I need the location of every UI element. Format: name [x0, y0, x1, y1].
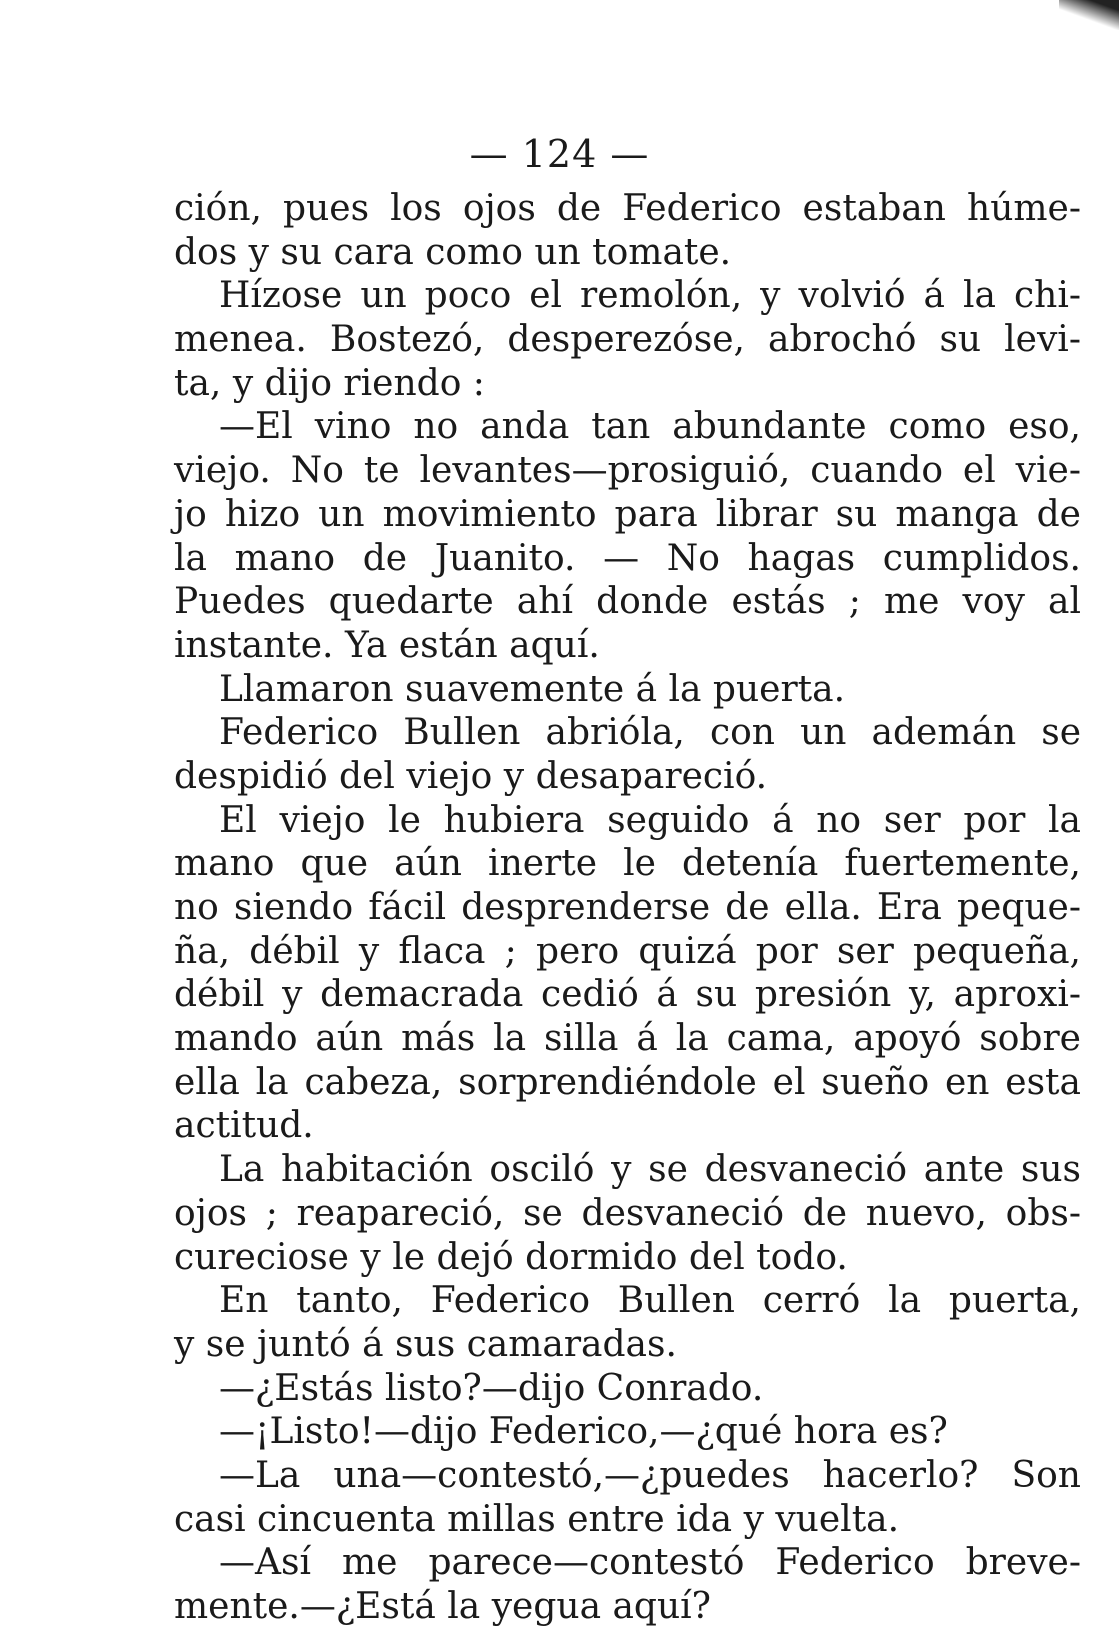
text-line: La habitación osciló y se desvaneció ante sus — [219, 1149, 1081, 1191]
text-line: despidió del viejo y desapareció. — [174, 755, 768, 797]
text-line: Hízose un poco el remolón, y volvió á la chi- — [219, 275, 1081, 317]
scan-edge-mark — [1059, 0, 1119, 30]
page-number: — 124 — — [469, 132, 650, 176]
text-line: —La una—contestó,—¿puedes hacerlo? Son — [219, 1454, 1081, 1496]
text-line: la mano de Juanito. — No hagas cumplidos. — [174, 537, 1081, 579]
text-line: actitud. — [174, 1105, 314, 1147]
text-line: viejo. No te levantes—prosiguió, cuando el vie- — [174, 450, 1081, 492]
text-line: cureciose y le dejó dormido del todo. — [174, 1236, 848, 1278]
text-line: débil y demacrada cedió á su presión y, aproxi- — [174, 974, 1081, 1016]
text-line: Puedes quedarte ahí donde estás ; me voy al — [174, 581, 1081, 623]
body-text — [174, 187, 1081, 1629]
text-line: instante. Ya están aquí. — [174, 624, 600, 666]
text-line: no siendo fácil desprenderse de ella. Era peque- — [174, 887, 1081, 928]
text-line: casi cincuenta millas entre ida y vuelta. — [174, 1498, 900, 1540]
text-line: menea. Bostezó, desperezóse, abrochó su levi- — [174, 319, 1081, 361]
text-line: mando aún más la silla á la cama, apoyó sobre — [174, 1018, 1081, 1060]
text-line: Llamaron suavemente á la puerta. — [219, 668, 846, 710]
text-line: —Así me parece—contestó Federico breve- — [219, 1542, 1081, 1584]
text-line: ña, débil y flaca ; pero quizá por ser pequeña, — [174, 930, 1081, 972]
text-line: —¡Listo!—dijo Federico,—¿qué hora es? — [219, 1411, 948, 1453]
text-line: ción, pues los ojos de Federico estaban húme- — [174, 188, 1081, 229]
text-line: —¿Estás listo?—dijo Conrado. — [219, 1367, 764, 1409]
text-line: —El vino no anda tan abundante como eso, — [219, 406, 1081, 448]
text-line: El viejo le hubiera seguido á no ser por la — [219, 799, 1081, 841]
text-line: y se juntó á sus camaradas. — [174, 1323, 677, 1365]
text-line: ojos ; reapareció, se desvaneció de nuevo, obs- — [174, 1192, 1081, 1234]
text-line: mente.—¿Está la yegua aquí? — [174, 1586, 711, 1627]
text-line: En tanto, Federico Bullen cerró la puerta, — [219, 1280, 1081, 1322]
text-line: ella la cabeza, sorprendiéndole el sueño en esta — [174, 1061, 1081, 1103]
text-line: jo hizo un movimiento para librar su manga de — [174, 493, 1081, 535]
text-line: Federico Bullen abrióla, con un ademán se — [219, 712, 1081, 754]
text-line: ta, y dijo riendo : — [174, 362, 485, 404]
text-line: dos y su cara como un tomate. — [174, 231, 732, 273]
text-line: mano que aún inerte le detenía fuertemente, — [174, 843, 1081, 885]
